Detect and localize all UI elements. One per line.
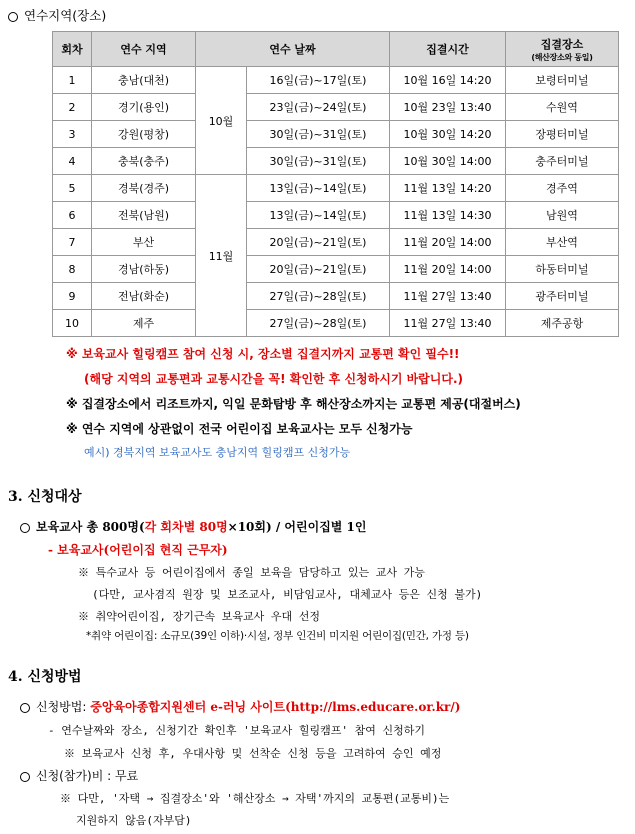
note-example: 예시) 경북지역 보육교사도 충남지역 힐링캠프 신청가능 bbox=[84, 446, 351, 459]
cell-region: 전북(남원) bbox=[92, 202, 196, 229]
cell-time: 11월 13일 14:20 bbox=[390, 175, 506, 202]
cell-place: 경주역 bbox=[506, 175, 619, 202]
cell-region: 부산 bbox=[92, 229, 196, 256]
table-row bbox=[53, 202, 619, 229]
cell-dates: 20일(금)~21일(토) bbox=[247, 256, 390, 283]
section4-self-pay: 지원하지 않음(자부담) bbox=[76, 814, 192, 827]
cell-time: 10월 30일 14:20 bbox=[390, 121, 506, 148]
cell-time: 10월 30일 14:00 bbox=[390, 148, 506, 175]
cell-dates: 27일(금)~28일(토) bbox=[247, 283, 390, 310]
cell-round: 8 bbox=[53, 256, 92, 283]
cell-time: 11월 27일 13:40 bbox=[390, 283, 506, 310]
cell-round: 9 bbox=[53, 283, 92, 310]
cell-region: 충남(대천) bbox=[92, 67, 196, 94]
cell-round: 5 bbox=[53, 175, 92, 202]
schedule-table bbox=[52, 31, 619, 337]
cell-dates: 27일(금)~28일(토) bbox=[247, 310, 390, 337]
table-row bbox=[53, 94, 619, 121]
quota-text-per-round: 각 회차별 80명 bbox=[144, 520, 228, 534]
section3-vulnerable-def: *취약 어린이집: 소규모(39인 이하)·시설, 정부 인건비 미지원 어린이집(민간, 가정 등) bbox=[86, 630, 469, 642]
section3-preference: ※ 취약어린이집, 장기근속 보육교사 우대 선정 bbox=[78, 610, 321, 623]
cell-region: 강원(평창) bbox=[92, 121, 196, 148]
note-transport-check: ※ 보육교사 힐링캠프 참여 신청 시, 장소별 집결지까지 교통편 확인 필수!! bbox=[66, 347, 460, 361]
header-gather-place-sub: (해산장소와 동일) bbox=[531, 52, 593, 62]
cell-dates: 13일(금)~14일(토) bbox=[247, 175, 390, 202]
cell-region: 제주 bbox=[92, 310, 196, 337]
cell-round: 3 bbox=[53, 121, 92, 148]
cell-region: 경남(하동) bbox=[92, 256, 196, 283]
section3-special-teacher: ※ 특수교사 등 어린이집에서 종일 보육을 담당하고 있는 교사 가능 bbox=[78, 566, 425, 579]
cell-round: 2 bbox=[53, 94, 92, 121]
section3-target: - 보육교사(어린이집 현직 근무자) bbox=[48, 543, 228, 557]
cell-time: 11월 20일 14:00 bbox=[390, 256, 506, 283]
cell-round: 6 bbox=[53, 202, 92, 229]
cell-time: 11월 20일 14:00 bbox=[390, 229, 506, 256]
section3-quota bbox=[20, 518, 367, 535]
header-gather-place bbox=[506, 32, 619, 67]
section4-fee bbox=[20, 767, 138, 784]
cell-time: 10월 16일 14:20 bbox=[390, 67, 506, 94]
table-row bbox=[53, 229, 619, 256]
circle-bullet-icon bbox=[20, 772, 30, 782]
cell-place: 광주터미널 bbox=[506, 283, 619, 310]
cell-place: 하동터미널 bbox=[506, 256, 619, 283]
quota-text-a: 보육교사 총 800명( bbox=[36, 520, 145, 534]
section4-approval: ※ 보육교사 신청 후, 우대사항 및 선착순 신청 등을 고려하여 승인 예정 bbox=[64, 747, 442, 760]
table-row bbox=[53, 121, 619, 148]
header-gather-time: 집결시간 bbox=[390, 32, 506, 67]
cell-time: 11월 13일 14:30 bbox=[390, 202, 506, 229]
cell-dates: 16일(금)~17일(토) bbox=[247, 67, 390, 94]
header-gather-place-main: 집결장소 bbox=[540, 37, 584, 51]
cell-place: 제주공항 bbox=[506, 310, 619, 337]
cell-month-october: 10월 bbox=[196, 67, 247, 175]
cell-dates: 30일(금)~31일(토) bbox=[247, 121, 390, 148]
cell-region: 충북(충주) bbox=[92, 148, 196, 175]
cell-dates: 30일(금)~31일(토) bbox=[247, 148, 390, 175]
cell-place: 충주터미널 bbox=[506, 148, 619, 175]
cell-place: 보령터미널 bbox=[506, 67, 619, 94]
section4-title: 4. 신청방법 bbox=[8, 669, 82, 685]
table-row bbox=[53, 310, 619, 337]
cell-region: 전남(화순) bbox=[92, 283, 196, 310]
section4-method bbox=[20, 698, 460, 715]
cell-round: 10 bbox=[53, 310, 92, 337]
cell-month-november: 11월 bbox=[196, 175, 247, 337]
method-label: 신청방법: bbox=[36, 700, 91, 714]
header-round: 회차 bbox=[53, 32, 92, 67]
cell-place: 수원역 bbox=[506, 94, 619, 121]
venue-heading-text: 연수지역(장소) bbox=[24, 8, 107, 23]
section3-title: 3. 신청대상 bbox=[8, 489, 82, 505]
table-row bbox=[53, 175, 619, 202]
table-row bbox=[53, 67, 619, 94]
cell-round: 7 bbox=[53, 229, 92, 256]
table-row bbox=[53, 256, 619, 283]
circle-bullet-icon bbox=[20, 703, 30, 713]
section3-exclusions: (다만, 교사겸직 원장 및 보조교사, 비담임교사, 대체교사 등은 신청 불가) bbox=[92, 588, 483, 601]
cell-place: 장평터미널 bbox=[506, 121, 619, 148]
circle-bullet-icon bbox=[8, 12, 18, 22]
quota-text-c: ×10회) / 어린이집별 1인 bbox=[227, 520, 367, 534]
cell-round: 4 bbox=[53, 148, 92, 175]
section4-transport-note: ※ 다만, '자택 → 집결장소'와 '해산장소 → 자택'까지의 교통편(교통비)는 bbox=[60, 792, 450, 805]
cell-region: 경북(경주) bbox=[92, 175, 196, 202]
cell-dates: 13일(금)~14일(토) bbox=[247, 202, 390, 229]
table-row bbox=[53, 148, 619, 175]
header-region: 연수 지역 bbox=[92, 32, 196, 67]
fee-text: 신청(참가)비 : 무료 bbox=[36, 769, 139, 783]
cell-dates: 20일(금)~21일(토) bbox=[247, 229, 390, 256]
header-dates: 연수 날짜 bbox=[196, 32, 390, 67]
note-bus-provided: ※ 집결장소에서 리조트까지, 익일 문화탐방 후 해산장소까지는 교통편 제공(대절버스) bbox=[66, 397, 521, 411]
cell-round: 1 bbox=[53, 67, 92, 94]
section4-procedure: - 연수날짜와 장소, 신청기간 확인후 '보육교사 힐링캠프' 참여 신청하기 bbox=[48, 724, 425, 737]
cell-region: 경기(용인) bbox=[92, 94, 196, 121]
note-transport-confirm: (해당 지역의 교통편과 교통시간을 꼭! 확인한 후 신청하시기 바랍니다.) bbox=[84, 372, 464, 386]
cell-time: 11월 27일 13:40 bbox=[390, 310, 506, 337]
table-header-row bbox=[53, 32, 619, 67]
cell-place: 남원역 bbox=[506, 202, 619, 229]
note-nationwide: ※ 연수 지역에 상관없이 전국 어린이집 보육교사는 모두 신청가능 bbox=[66, 422, 413, 436]
cell-time: 10월 23일 13:40 bbox=[390, 94, 506, 121]
method-site-link[interactable]: 중앙육아종합지원센터 e-러닝 사이트(http://lms.educare.or.kr/) bbox=[90, 700, 461, 714]
cell-dates: 23일(금)~24일(토) bbox=[247, 94, 390, 121]
venue-heading bbox=[8, 6, 106, 24]
circle-bullet-icon bbox=[20, 523, 30, 533]
table-row bbox=[53, 283, 619, 310]
cell-place: 부산역 bbox=[506, 229, 619, 256]
